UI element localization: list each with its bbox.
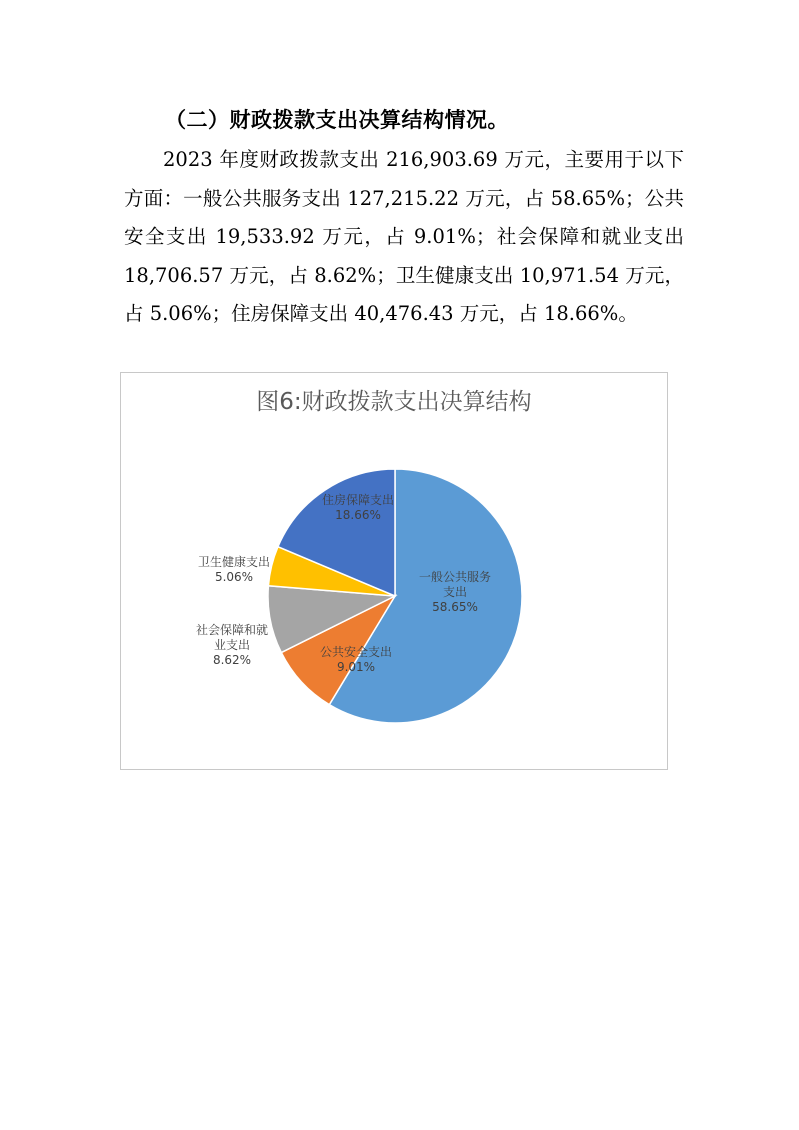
- chart-title: 图6:财政拨款支出决算结构: [256, 389, 532, 415]
- slice-category-label: 社会保障和就: [195, 623, 269, 637]
- slice-percent-label: 9.01%: [336, 660, 376, 674]
- pie-chart: [121, 373, 667, 769]
- slice-category-label: 一般公共服务: [418, 570, 492, 584]
- slice-percent-label: 5.06%: [214, 570, 254, 584]
- section-heading: （二）财政拨款支出决算结构情况。: [165, 108, 509, 132]
- slice-category-label: 住房保障支出: [321, 493, 395, 507]
- slice-category-label: 业支出: [213, 638, 251, 652]
- slice-percent-label: 18.66%: [335, 508, 381, 522]
- pie-chart-frame: [120, 372, 668, 770]
- slice-category-label: 卫生健康支出: [197, 555, 271, 569]
- slice-percent-label: 58.65%: [432, 600, 478, 614]
- body-paragraph: 2023 年度财政拨款支出 216,903.69 万元，主要用于以下方面：一般公共服务支出 127,215.22 万元，占 58.65%；公共安全支出 19,533.92 万元，占 9.01%；社会保障和就业支出 18,706.57 万元，占 8.62%；卫生健康支出 10,971.54 万元，占 5.06%；住房保障支出 40,476.43 万元，占 18.66%。: [124, 148, 684, 325]
- slice-percent-label: 8.62%: [212, 653, 252, 667]
- slice-category-label: 公共安全支出: [319, 645, 393, 659]
- slice-category-label: 支出: [442, 585, 468, 599]
